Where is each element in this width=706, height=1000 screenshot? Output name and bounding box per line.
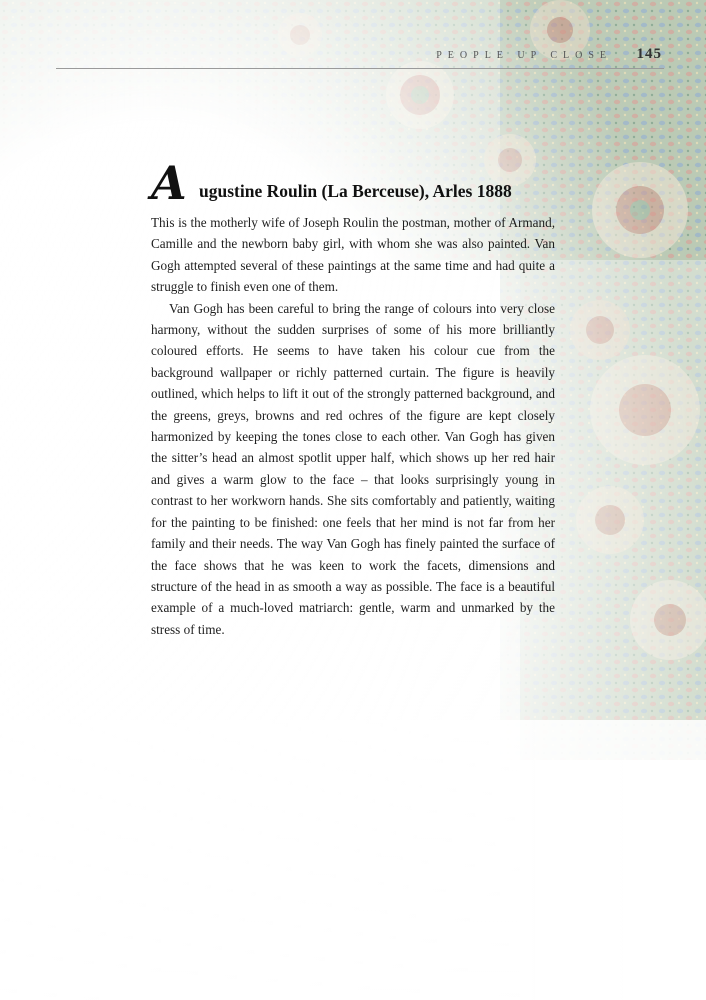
article (151, 156, 555, 640)
title-drop-initial: A (151, 156, 187, 210)
title-text: ugustine Roulin (La Berceuse), Arles 1888 (199, 181, 512, 201)
page-number: 145 (636, 46, 662, 62)
article-body (151, 212, 555, 640)
article-title (151, 156, 555, 210)
running-header (56, 44, 664, 69)
paragraph: This is the motherly wife of Joseph Roulin the postman, mother of Armand, Camille and the newborn baby girl, with whom she was also painted. Van Gogh attempted several of these paintings at the same time and had quite a struggle to finish even one of them. (151, 215, 555, 295)
paragraph: Van Gogh has been careful to bring the range of colours into very close harmony, without the sudden surprises of some of his more brilliantly coloured efforts. He seems to have taken his colour cue from the background wallpaper or richly patterned curtain. The figure is heavily outlined, which helps to lift it out of the strongly patterned background, and the greens, greys, browns and red ochres of the figure are kept closely harmonized by keeping the tones close to each other. Van Gogh has given the sitter’s head an almost spotlit upper half, which shows up her red hair and gives a warm glow to the face – that looks surprisingly young in contrast to her workworn hands. She sits comfortably and patiently, waiting for the painting to be finished: one feels that her mind is not far from her family and their needs. The way Van Gogh has finely painted the surface of the face shows that he was keen to work the facets, dimensions and structure of the head in as smooth a way as possible. The face is a beautiful example of a much-loved matriarch: gentle, warm and unmarked by the stress of time. (151, 300, 555, 637)
section-title: PEOPLE UP CLOSE (436, 50, 612, 61)
